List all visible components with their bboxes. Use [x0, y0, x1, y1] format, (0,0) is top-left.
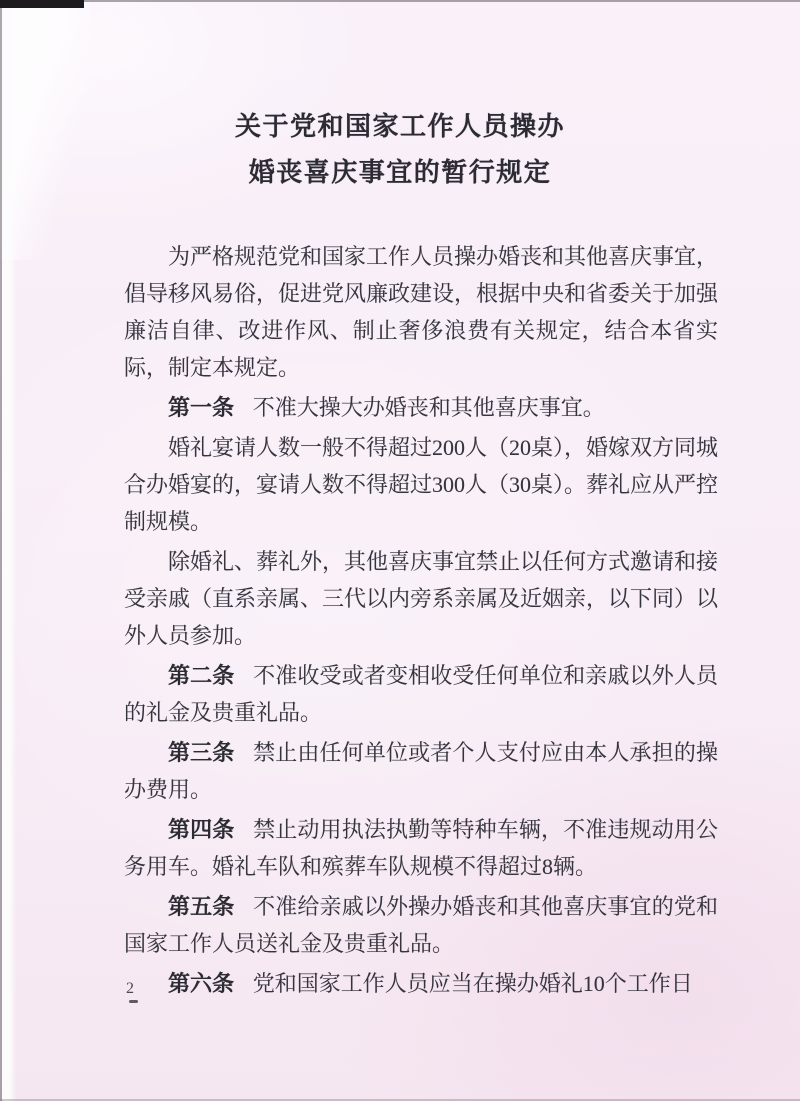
paragraph-text: 为严格规范党和国家工作人员操办婚丧和其他喜庆事宜，倡导移风易俗，促进党风廉政建设，根据中央和省委关于加强廉洁自律、改进作风、制止奢侈浪费有关规定，结合本省实际，制定本规定。	[124, 244, 719, 380]
document-body	[124, 238, 718, 1005]
paragraph-text: 不准大操大办婚丧和其他喜庆事宜。	[252, 395, 605, 420]
article-label: 第六条	[168, 971, 235, 996]
paragraph-text: 不准给亲戚以外操办婚丧和其他喜庆事宜的党和国家工作人员送礼金及贵重礼品。	[124, 894, 718, 956]
article-label: 第一条	[168, 395, 235, 420]
document-title	[0, 104, 800, 196]
paragraph-text: 除婚礼、葬礼外，其他喜庆事宜禁止以任何方式邀请和接受亲戚（直系亲属、三代以内旁系亲属及近姻亲，以下同）以外人员参加。	[124, 549, 719, 648]
paragraph-article-1-detail-1	[124, 429, 718, 540]
page-number: 2	[126, 980, 134, 997]
paragraph-article-6	[124, 965, 718, 1002]
scan-top-edge-line	[84, 0, 800, 2]
paragraph-article-2	[124, 657, 718, 731]
paragraph-text: 不准收受或者变相收受任何单位和亲戚以外人员的礼金及贵重礼品。	[124, 663, 718, 725]
article-label: 第五条	[168, 894, 235, 919]
paragraph-preamble	[124, 238, 718, 386]
paragraph-article-4	[124, 811, 718, 885]
paragraph-text: 婚礼宴请人数一般不得超过200人（20桌），婚嫁双方同城合办婚宴的，宴请人数不得超过300人（30桌）。葬礼应从严控制规模。	[124, 435, 719, 534]
document-title-line-1: 关于党和国家工作人员操办	[234, 112, 565, 141]
paragraph-article-3	[124, 734, 718, 808]
article-label: 第二条	[168, 663, 235, 688]
article-label: 第三条	[168, 740, 235, 765]
paragraph-text: 禁止动用执法执勤等特种车辆，不准违规动用公务用车。婚礼车队和殡葬车队规模不得超过8辆。	[124, 817, 718, 879]
paragraph-article-1	[124, 389, 718, 426]
article-label: 第四条	[168, 817, 235, 842]
paragraph-text: 党和国家工作人员应当在操办婚礼10个工作日	[252, 971, 693, 996]
paragraph-article-5	[124, 888, 718, 962]
paragraph-article-1-detail-2	[124, 543, 718, 654]
scan-black-mark	[0, 0, 84, 8]
paragraph-text: 禁止由任何单位或者个人支付应由本人承担的操办费用。	[124, 740, 718, 802]
document-title-line-2: 婚丧喜庆事宜的暂行规定	[248, 158, 552, 187]
